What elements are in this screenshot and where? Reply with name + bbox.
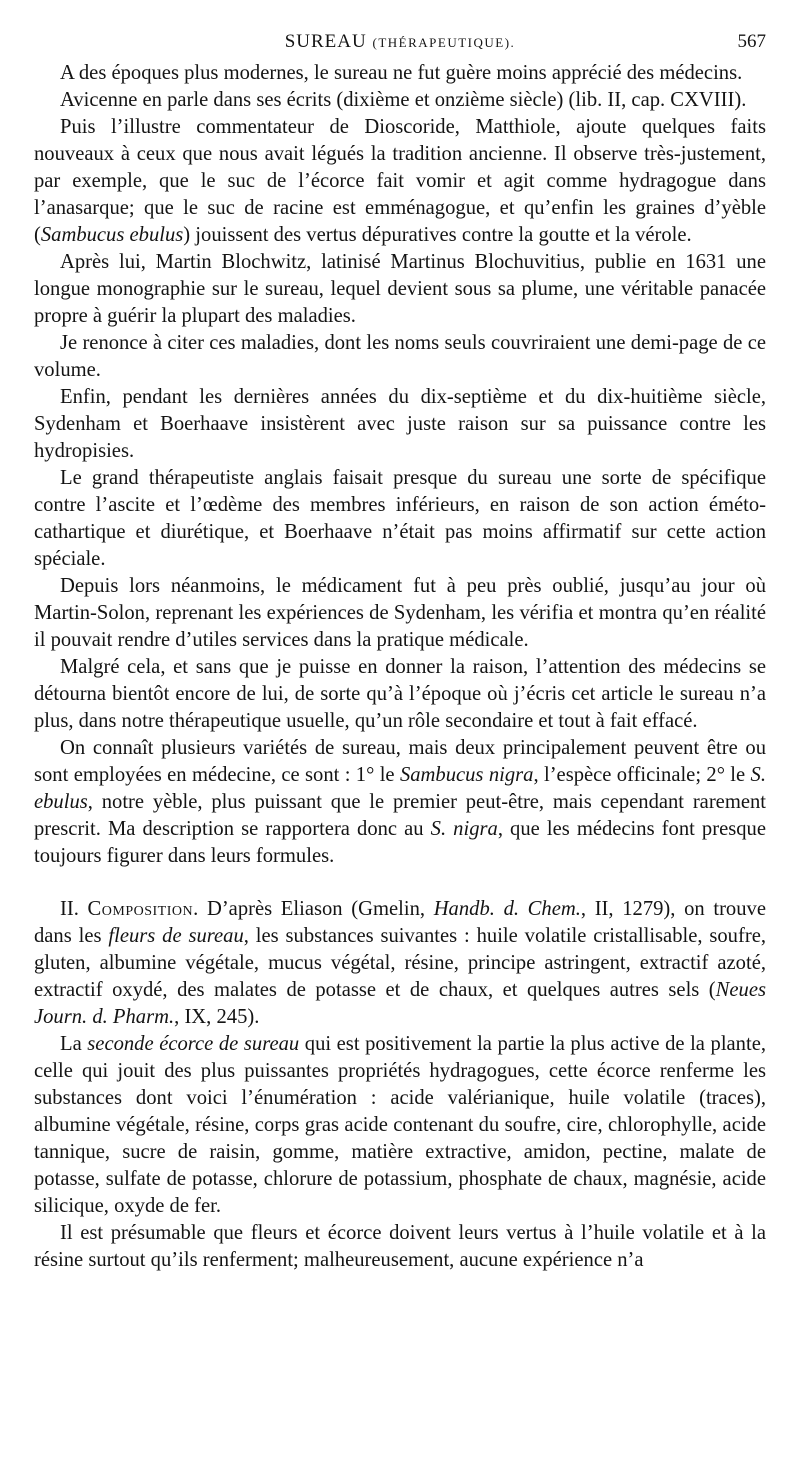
section-composition [34, 896, 766, 1031]
paragraph: Je renonce à citer ces maladies, dont les noms seuls couvriraient une demi-page de ce volume. [34, 332, 766, 381]
text-run: , que les médecins font presque toujours figurer dans leurs formules. [34, 818, 766, 867]
italic-run: S. ebulus [34, 764, 766, 813]
page-number: 567 [737, 31, 766, 52]
page [34, 0, 766, 1274]
text-run: , IX, 245). [174, 1006, 260, 1028]
italic-run: fleurs de sureau [108, 925, 244, 947]
paragraph: Avicenne en parle dans ses écrits (dixième et onzième siècle) (lib. II, cap. CXVIII). [60, 89, 747, 111]
paragraph: Enfin, pendant les dernières années du dix-septième et du dix-huitième siècle, Sydenham et Boerhaave insistèrent avec juste raison sur sa puissance contre les hydropisies. [34, 386, 766, 462]
italic-run: Handb. d. Chem. [433, 898, 581, 920]
italic-run: Neues Journ. d. Pharm. [34, 979, 766, 1028]
paragraph: Le grand thérapeutiste anglais faisait presque du sureau une sorte de spécifique contre l’ascite et l’œdème des membres inférieurs, en raison de son action éméto-cathartique et diurétique, et Boerhaave n’était pas moins affirmatif sur cette action spéciale. [34, 467, 766, 570]
text-run: La [60, 1033, 88, 1055]
text-run: qui est positivement la partie la plus active de la plante, celle qui jouit des plus puissantes propriétés hydragogues, cette écorce renferme les substances dont voici l’énumération : acide valérianique, huile volatile (traces), albumine végétale, résine, corps gras acide contenant du soufre, cire, chlorophylle, acide tannique, sucre de raisin, gomme, matière extractive, amidon, pectine, malate de potasse, sulfate de potasse, chlorure de potassium, phosphate de chaux, magnésie, acide silicique, oxyde de fer. [34, 1033, 766, 1217]
text-run: , II, 1279), on trouve dans les [34, 898, 766, 947]
paragraph: Il est présumable que fleurs et écorce doivent leurs vertus à l’huile volatile et à la résine surtout qu’ils renferment; malheureusement, aucune expérience n’a [34, 1222, 766, 1271]
text-run: On connaît plusieurs variétés de sureau, mais deux principalement peuvent être ou sont employées en médecine, ce sont : 1° le [34, 737, 766, 786]
paragraph: A des époques plus modernes, le sureau ne fut guère moins apprécié des médecins. [60, 62, 743, 84]
text-run: . D’après Eliason (Gmelin, [193, 898, 434, 920]
text-run: Puis l’illustre commentateur de Dioscoride, Matthiole, ajoute quelques faits nouveaux à ceux que nous avait légués la tradition ancienne. Il observe très-justement, par exemple, que le suc de l’écorce fait vomir et agit comme hydragogue dans l’anasarque; que le suc de racine est emménagogue, et qu’enfin les graines d’yèble ( [34, 116, 766, 246]
section-number: II. [60, 898, 79, 920]
italic-run: seconde écorce de sureau [87, 1033, 300, 1055]
paragraph: Malgré cela, et sans que je puisse en donner la raison, l’attention des médecins se détourna bientôt encore de lui, de sorte qu’à l’époque où j’écris cet article le sureau n’a plus, dans notre thérapeutique usuelle, qu’un rôle secondaire et tout à fait effacé. [34, 656, 766, 732]
section-heading: Composition [87, 898, 194, 920]
paragraph: Depuis lors néanmoins, le médicament fut à peu près oublié, jusqu’au jour où Martin-Solon, reprenant les expériences de Sydenham, les vérifia et montra qu’en réalité il pouvait rendre d’utiles services dans la pratique médicale. [34, 575, 766, 651]
paragraph [34, 114, 766, 249]
paragraph [34, 735, 766, 870]
italic-run: Sambucus ebulus [40, 224, 184, 246]
running-header [34, 0, 766, 60]
text-run: , notre yèble, plus puissant que le premier peut-être, mais cependant rarement prescrit. Ma description se rapportera donc au [34, 791, 766, 840]
italic-run: S. nigra [430, 818, 498, 840]
title-main: SUREAU [284, 31, 367, 52]
italic-run: Sambucus nigra [399, 764, 534, 786]
running-title [34, 31, 766, 53]
paragraph: Après lui, Martin Blochwitz, latinisé Martinus Blochuvitius, publie en 1631 une longue monographie sur le sureau, lequel devient sous sa plume, une véritable panacée propre à guérir la plupart des maladies. [34, 251, 766, 327]
body-text [34, 60, 766, 1274]
title-sub: (THÉRAPEUTIQUE). [372, 35, 516, 50]
text-run: ) jouissent des vertus dépuratives contre la goutte et la vérole. [183, 224, 692, 246]
text-run: , l’espèce officinale; 2° le [533, 764, 751, 786]
paragraph [34, 1031, 766, 1220]
text-run: , les substances suivantes : huile volatile cristallisable, soufre, gluten, albumine végétale, mucus végétal, résine, principe astringent, extractif azoté, extractif oxydé, des malates de potasse et de chaux, et quelques autres sels ( [34, 925, 766, 1001]
